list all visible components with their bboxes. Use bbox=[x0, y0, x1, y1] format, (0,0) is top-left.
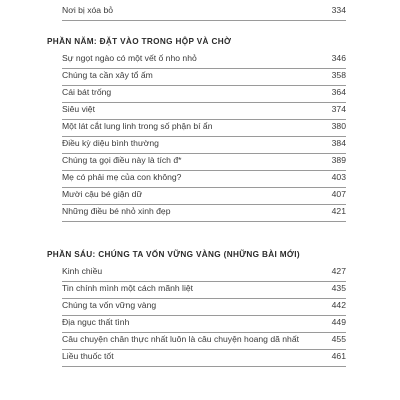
toc-entry bbox=[62, 332, 346, 350]
toc-entry bbox=[62, 153, 346, 171]
toc-entry-page: 435 bbox=[331, 283, 346, 293]
toc-entry bbox=[62, 298, 346, 316]
section-title-part-five: PHẦN NĂM: ĐẶT VÀO TRONG HỘP VÀ CHỜ bbox=[47, 37, 232, 46]
toc-entry-title: Điều kỳ diệu bình thường bbox=[62, 138, 159, 148]
toc-entry-title: Liều thuốc tốt bbox=[62, 351, 114, 361]
toc-entry-title: Chúng ta vốn vững vàng bbox=[62, 300, 157, 310]
toc-entry-page: 384 bbox=[331, 138, 346, 148]
toc-entry-title: Siêu việt bbox=[62, 104, 95, 114]
toc-entry-page: 442 bbox=[331, 300, 346, 310]
toc-entry-title: Kinh chiều bbox=[62, 266, 103, 276]
toc-entry-page: 427 bbox=[331, 266, 346, 276]
toc-entry-title: Câu chuyện chân thực nhất luôn là câu chuyện hoang dã nhất bbox=[62, 334, 300, 344]
toc-entry bbox=[62, 119, 346, 137]
toc-entry-title: Địa ngục thất tình bbox=[62, 317, 130, 327]
toc-entry-title: Nơi bị xóa bỏ bbox=[62, 5, 114, 15]
toc-entry-title: Mười cậu bé giận dữ bbox=[62, 189, 143, 199]
toc-entry bbox=[62, 170, 346, 188]
toc-entry-page: 403 bbox=[331, 172, 346, 182]
toc-entry-page: 358 bbox=[331, 70, 346, 80]
toc-entry-title: Tin chính mình một cách mãnh liệt bbox=[62, 283, 194, 293]
toc-entry bbox=[62, 315, 346, 333]
toc-entry-page: 346 bbox=[331, 53, 346, 63]
toc-entry bbox=[62, 204, 346, 222]
toc-entry-title: Những điều bé nhỏ xinh đẹp bbox=[62, 206, 171, 216]
toc-entry-page: 374 bbox=[331, 104, 346, 114]
toc-entry-page: 421 bbox=[331, 206, 346, 216]
toc-entry-title: Cái bát trống bbox=[62, 87, 112, 97]
toc-entry bbox=[62, 85, 346, 103]
toc-entry-title: Chúng ta cần xây tổ ấm bbox=[62, 70, 153, 80]
toc-entry bbox=[62, 102, 346, 120]
toc-entry-title: Một lát cắt lung linh trong số phận bí ẩn bbox=[62, 121, 213, 131]
toc-entry bbox=[62, 68, 346, 86]
toc-entry-page: 380 bbox=[331, 121, 346, 131]
toc-entry bbox=[62, 3, 346, 21]
toc-entry bbox=[62, 264, 346, 282]
toc-entry-page: 461 bbox=[331, 351, 346, 361]
toc-entry-page: 389 bbox=[331, 155, 346, 165]
toc-entry bbox=[62, 51, 346, 69]
toc-entry bbox=[62, 187, 346, 205]
toc-entry-page: 449 bbox=[331, 317, 346, 327]
toc-entry-page: 334 bbox=[331, 5, 346, 15]
toc-entry-title: Mẹ có phải mẹ của con không? bbox=[62, 172, 182, 182]
toc-entry-page: 407 bbox=[331, 189, 346, 199]
section-title-part-six: PHẦN SÁU: CHÚNG TA VỐN VỮNG VÀNG (NHỮNG BÀI MỚI) bbox=[47, 250, 300, 259]
toc-entry-page: 455 bbox=[331, 334, 346, 344]
toc-entry-title: Sự ngọt ngào có một vết ố nho nhỏ bbox=[62, 53, 197, 63]
toc-entry bbox=[62, 349, 346, 367]
toc-entry-title: Chúng ta gọi điều này là tích đ* bbox=[62, 155, 182, 165]
toc-entry bbox=[62, 136, 346, 154]
toc-entry bbox=[62, 281, 346, 299]
toc-entry-page: 364 bbox=[331, 87, 346, 97]
